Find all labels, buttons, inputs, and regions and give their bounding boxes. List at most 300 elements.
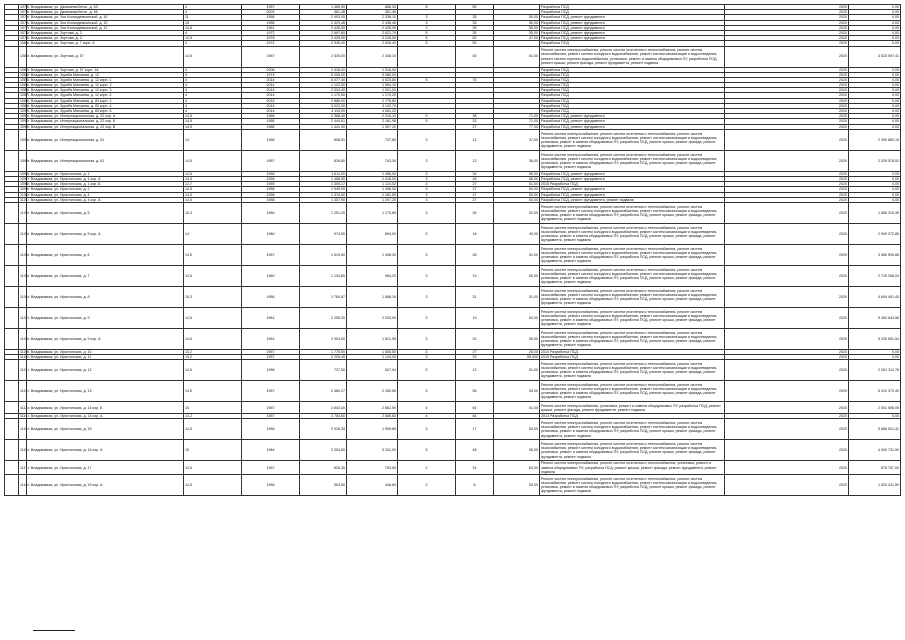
cell-floors: 5: [398, 440, 456, 461]
cell-cost: 0,00: [849, 98, 901, 103]
cell-total-area: 1 441,90: [300, 124, 347, 129]
cell-address: г. Владикавказ, ул. Зураба Магкаева, д. 83 корп. 6: [27, 109, 184, 114]
cell-cost: 4 545 731,90: [849, 440, 901, 461]
cell-total-area: 737,50: [300, 360, 347, 381]
cell-wall-material: 14,5: [184, 461, 242, 474]
cell-year-built: 1959: [242, 182, 300, 187]
cell-work-types: Разработка ПСД: [540, 98, 725, 103]
cell-row-number: 1093: [20, 124, 28, 129]
cell-marker: [5, 150, 19, 171]
cell-row-number: 1107: [19, 307, 27, 328]
cell-planned-year: 2020: [725, 349, 849, 354]
cell-floors: 3: [398, 360, 456, 381]
cell-year-built: 2014: [242, 77, 300, 82]
cell-year-built: 1956: [242, 360, 300, 381]
cell-work-types: Ремонт систем электроснабжения, ремонт систем отопления и теплоснабжения, ремонт систем газоснабжения, ремонт систем холодного водоснабжения, ремонт систем канализации и водоотведения, установка, ремонт и замена общедомовых ПУ, разработка ПСД, ремонт крыши, ремонт фасада, ремонт фундамента, ремонт подвала: [540, 381, 725, 402]
cell-year-built: 2014: [242, 93, 300, 98]
table-row: [5, 244, 901, 265]
cell-year-built: 1978: [242, 36, 300, 41]
cell-cost: 0,00: [849, 15, 901, 20]
cell-floors: 3: [398, 176, 456, 181]
cell-cost: 0,00: [849, 5, 901, 10]
cell-apartments: 27: [456, 349, 494, 354]
cell-wall-material: 14,5: [184, 192, 242, 197]
cell-living-area: 627,04: [347, 360, 398, 381]
cell-row-number: 1087: [20, 93, 28, 98]
cell-address: г. Владикавказ, ул. Иристонская, д. 9 кор. А: [27, 328, 184, 349]
cell-apartments: 26: [456, 176, 494, 181]
cell-marker: [5, 286, 19, 307]
cell-address: г. Владикавказ, ул. Джанаева/Хетаг., д. 46: [27, 10, 184, 15]
cell-address: г. Владикавказ, ул. Иристонская, д. 6: [27, 244, 184, 265]
cell-wear-percent: 55,000: [494, 355, 540, 360]
cell-cost: 0,00: [849, 192, 901, 197]
cell-wear-percent: 55,00: [494, 171, 540, 176]
cell-row-number: 1106: [19, 286, 27, 307]
cell-cost: 0,00: [849, 182, 901, 187]
cell-floors: 2: [398, 461, 456, 474]
cell-marker: [5, 474, 19, 495]
cell-wear-percent: 60,00: [494, 187, 540, 192]
cell-work-types: Разработка ПСД, ремонт фундамента: [540, 124, 725, 129]
cell-floors: 3: [398, 349, 456, 354]
cell-wall-material: 14,5: [184, 474, 242, 495]
cell-marker: [5, 360, 19, 381]
cell-row-number: 1075: [20, 15, 28, 20]
cell-planned-year: 2020: [725, 30, 849, 35]
cell-row-number: 1098: [20, 182, 28, 187]
cell-floors: 3: [398, 244, 456, 265]
cell-apartments: 17: [456, 419, 494, 440]
cell-wear-percent: 77,00: [494, 124, 540, 129]
cell-apartments: 27: [456, 182, 494, 187]
cell-wall-material: 15,3: [184, 202, 242, 223]
cell-row-number: 1114: [20, 414, 28, 419]
cell-apartments: 35: [456, 25, 494, 30]
cell-planned-year: 2020: [725, 98, 849, 103]
cell-total-area: 2 697,60: [300, 30, 347, 35]
cell-wall-material: 14,5: [184, 419, 242, 440]
cell-cost: 0,00: [849, 93, 901, 98]
cell-work-types: Разработка ПСД, ремонт фундамента: [540, 15, 725, 20]
cell-wear-percent: 71,00: [494, 114, 540, 119]
cell-cost: 0,00: [849, 72, 901, 77]
cell-planned-year: 2020: [725, 402, 849, 414]
cell-apartments: 50: [456, 41, 494, 46]
cell-year-built: 1957: [242, 244, 300, 265]
cell-planned-year: 2020: [725, 5, 849, 10]
cell-floors: 3: [398, 328, 456, 349]
cell-wear-percent: 51,00: [494, 182, 540, 187]
cell-cost: 0,00: [849, 355, 901, 360]
cell-living-area: 1 316,00: [347, 67, 398, 72]
cell-apartments: 26: [456, 202, 494, 223]
cell-floors: 3: [398, 182, 456, 187]
cell-floors: 3: [398, 171, 456, 176]
cell-apartments: 19: [456, 307, 494, 328]
cell-planned-year: 2020: [725, 150, 849, 171]
cell-row-number: 1078: [20, 30, 28, 35]
cell-wear-percent: 60,00: [494, 197, 540, 202]
cell-apartments: 13: [456, 360, 494, 381]
cell-row-number: 1083: [20, 72, 28, 77]
cell-address: г. Владикавказ, ул. Интернациональная, д. 61: [27, 150, 184, 171]
table-row: [5, 360, 901, 381]
cell-floors: 4: [398, 414, 456, 419]
cell-planned-year: 2020: [725, 119, 849, 124]
cell-work-types: 2013 Разработка ПСД: [540, 414, 725, 419]
cell-floors: 3: [398, 197, 456, 202]
cell-living-area: 964,20: [347, 265, 398, 286]
cell-wall-material: 11: [184, 15, 242, 20]
cell-total-area: 1 291,20: [300, 202, 347, 223]
cell-year-built: 1957: [242, 5, 300, 10]
cell-wall-material: 14,5: [184, 46, 242, 67]
cell-cost: 2 001 506,05: [849, 402, 901, 414]
cell-apartments: 12: [456, 129, 494, 150]
cell-apartments: 8: [456, 474, 494, 495]
cell-planned-year: 2020: [725, 129, 849, 150]
cell-row-number: 1112: [19, 381, 27, 402]
cell-wall-material: 4: [184, 41, 242, 46]
cell-year-built: 1957: [242, 150, 300, 171]
cell-row-number: 1115: [19, 419, 27, 440]
cell-living-area: 3 228,00: [347, 36, 398, 41]
cell-planned-year: 2020: [725, 187, 849, 192]
cell-year-built: 1958: [242, 197, 300, 202]
cell-year-built: 1956: [242, 15, 300, 20]
cell-marker: [5, 461, 19, 474]
cell-wall-material: 15: [184, 440, 242, 461]
cell-address: г. Владикавказ, ул. Интернациональная, д. 22 кор. А: [27, 114, 184, 119]
cell-planned-year: 2020: [725, 176, 849, 181]
cell-total-area: 2 255,30: [300, 307, 347, 328]
cell-work-types: Разработка ПСД: [540, 83, 725, 88]
cell-work-types: Ремонт систем электроснабжения, ремонт систем отопления и теплоснабжения, установка, ремонт и замена общедомовых ПУ, разработка ПСД, ремонт крыши, ремонт фасада, ремонт фундамента, ремонт подвала: [540, 461, 725, 474]
cell-wall-material: 15: [184, 20, 242, 25]
cell-address: г. Владикавказ, ул. Иристонская, д. 13: [27, 381, 184, 402]
cell-cost: 5 453 643,56: [849, 307, 901, 328]
cell-living-area: 3 151,00: [347, 440, 398, 461]
cell-address: г. Владикавказ, ул. Иристонская, д. 19 кор. А: [27, 474, 184, 495]
cell-address: г. Владикавказ, ул. Иристонская, д. 5 кор. А: [27, 223, 184, 244]
cell-cost: 5 230 651,54: [849, 328, 901, 349]
cell-floors: 3: [398, 355, 456, 360]
cell-year-built: 1956: [242, 286, 300, 307]
cell-total-area: 2 946,40: [300, 41, 347, 46]
cell-cost: 3 523 597,41: [849, 46, 901, 67]
cell-planned-year: 2020: [725, 419, 849, 440]
cell-living-area: 2 685,60: [347, 414, 398, 419]
cell-cost: 0,00: [849, 36, 901, 41]
cell-cost: 0,00: [849, 10, 901, 15]
cell-work-types: Ремонт систем электроснабжения, ремонт систем отопления и теплоснабжения, ремонт систем газоснабжения, ремонт систем холодного водоснабжения, ремонт систем канализации и водоотведения, установка, ремонт и замена общедомовых ПУ, разработка ПСД, ремонт крыши, ремонт фасада, ремонт фундамента, ремонт подвала: [540, 328, 725, 349]
cell-floors: 5: [398, 119, 456, 124]
cell-year-built: 1966: [242, 119, 300, 124]
cell-row-number: 1080: [20, 41, 28, 46]
cell-living-area: 2 181,98: [347, 119, 398, 124]
table-row: [5, 381, 901, 402]
cell-living-area: 1 170,20: [347, 93, 398, 98]
cell-wall-material: 14,5: [184, 176, 242, 181]
cell-living-area: 2 426,00: [347, 25, 398, 30]
cell-planned-year: 2020: [725, 67, 849, 72]
cell-address: г. Владикавказ, ул. Иристонская, д. 12: [27, 360, 184, 381]
cell-wall-material: 4: [184, 103, 242, 108]
cell-apartments: 33: [456, 355, 494, 360]
cell-living-area: 2 336,46: [347, 20, 398, 25]
cell-floors: 5: [398, 77, 456, 82]
cell-cost: 875 757,00: [849, 461, 901, 474]
cell-work-types: Разработка ПСД: [540, 10, 725, 15]
cell-floors: 5: [398, 30, 456, 35]
cell-row-number: 1117: [19, 461, 27, 474]
cell-floors: 3: [398, 223, 456, 244]
cell-living-area: 1 456,00: [347, 171, 398, 176]
cell-wall-material: 4: [184, 77, 242, 82]
cell-total-area: 2 843,40: [300, 402, 347, 414]
cell-work-types: Ремонт систем электроснабжения, ремонт систем отопления и теплоснабжения, ремонт систем газоснабжения, ремонт систем холодного водоснабжения, ремонт систем канализации и водоотведения, установка, ремонт и замена общедомовых ПУ, разработка ПСД, ремонт крыши, ремонт фасада, ремонт фундамента, ремонт подвала: [540, 419, 725, 440]
cell-row-number: 1111: [19, 360, 27, 381]
cell-year-built: 2014: [242, 83, 300, 88]
cell-total-area: 2 886,00: [300, 98, 347, 103]
cell-address: г. Владикавказ, ул. Зои Космодемьянской, д. 10: [27, 15, 184, 20]
cell-total-area: 2 403,00: [300, 15, 347, 20]
cell-planned-year: 2020: [725, 109, 849, 114]
cell-work-types: 2015 Разработка ПСД: [540, 355, 725, 360]
cell-work-types: Ремонт систем электроснабжения, ремонт систем отопления и теплоснабжения, ремонт систем газоснабжения, ремонт систем холодного водоснабжения, ремонт систем канализации и водоотведения, установка, ремонт и замена общедомовых ПУ, разработка ПСД, ремонт крыши, ремонт фасада, ремонт фундамента, ремонт подвала: [540, 223, 725, 244]
cell-total-area: 1 760,87: [300, 286, 347, 307]
cell-living-area: 1 124,02: [347, 182, 398, 187]
cell-floors: 5: [398, 114, 456, 119]
cell-apartments: 12: [456, 150, 494, 171]
cell-work-types: 2015 Разработка ПСД: [540, 182, 725, 187]
cell-floors: 3: [398, 187, 456, 192]
cell-address: г. Владикавказ, ул. Зураба Магкаева, д. 83 корп. 2: [27, 98, 184, 103]
cell-total-area: 974,50: [300, 223, 347, 244]
cell-planned-year: 2020: [725, 286, 849, 307]
cell-floors: 3: [398, 202, 456, 223]
cell-total-area: 1 486,90: [300, 176, 347, 181]
cell-planned-year: 2020: [725, 46, 849, 67]
cell-wear-percent: 55,00: [494, 440, 540, 461]
cell-wall-material: 4: [184, 93, 242, 98]
cell-living-area: 1 144,00: [347, 355, 398, 360]
cell-apartments: 28: [456, 244, 494, 265]
cell-work-types: Ремонт систем электроснабжения, ремонт систем отопления и теплоснабжения, ремонт систем газоснабжения, ремонт систем холодного водоснабжения, ремонт систем канализации и водоотведения, установка, ремонт и замена общедомовых ПУ, разработка ПСД, ремонт крыши, ремонт фасада, ремонт фундамента, ремонт подвала: [540, 286, 725, 307]
cell-year-built: 1958: [242, 129, 300, 150]
cell-wear-percent: 55,00: [494, 328, 540, 349]
cell-living-area: 2 180,56: [347, 381, 398, 402]
cell-living-area: 1 181,80: [347, 192, 398, 197]
cell-year-built: 1957: [242, 381, 300, 402]
cell-wall-material: 14,5: [184, 360, 242, 381]
cell-cost: 2 329 578,52: [849, 150, 901, 171]
cell-planned-year: 2020: [725, 360, 849, 381]
cell-work-types: Разработка ПСД, ремонт фундамента, ремонт подвала: [540, 197, 725, 202]
cell-total-area: 1 305,17: [300, 182, 347, 187]
cell-apartments: 58: [456, 381, 494, 402]
cell-wall-material: 4: [184, 72, 242, 77]
cell-cost: 0,00: [849, 124, 901, 129]
cell-address: г. Владикавказ, ул. Иристонская, д. 4 кор. А: [27, 197, 184, 202]
cell-planned-year: 2020: [725, 114, 849, 119]
cell-address: г. Владикавказ, ул. Зураба Магкаева, д. 12 корп. 1: [27, 77, 184, 82]
cell-total-area: 3 428,90: [300, 36, 347, 41]
cell-row-number: 1088: [20, 98, 28, 103]
cell-year-built: 1958: [242, 419, 300, 440]
cell-address: г. Владикавказ, ул. Иристонская, д. 14 кор. А: [27, 414, 184, 419]
cell-planned-year: 2020: [725, 192, 849, 197]
cell-wall-material: 4: [184, 83, 242, 88]
cell-floors: 3: [398, 150, 456, 171]
cell-total-area: 2 429,46: [300, 20, 347, 25]
cell-cost: 0,00: [849, 25, 901, 30]
cell-work-types: Ремонт систем электроснабжения, ремонт систем отопления и теплоснабжения, ремонт систем газоснабжения, ремонт систем холодного водоснабжения, ремонт систем канализации и водоотведения, установка, ремонт и замена общедомовых ПУ, разработка ПСД, ремонт крыши, ремонт фасада, ремонт фундамента, ремонт подвала: [540, 150, 725, 171]
cell-address: г. Владикавказ, ул. Иристонская, д. 2: [27, 187, 184, 192]
cell-wall-material: 14: [184, 223, 242, 244]
cell-year-built: 2015: [242, 98, 300, 103]
cell-wear-percent: 60,00: [494, 265, 540, 286]
cell-cost: 6 010 373,40: [849, 381, 901, 402]
cell-wall-material: 14,5: [184, 197, 242, 202]
cell-total-area: 1 376,60: [300, 192, 347, 197]
cell-wall-material: 14,5: [184, 265, 242, 286]
cell-apartments: 50: [456, 5, 494, 10]
cell-work-types: Ремонт систем электроснабжения, ремонт систем отопления и теплоснабжения, ремонт систем газоснабжения, ремонт систем холодного водоснабжения, ремонт систем канализации и водоотведения, установка, ремонт и замена общедомовых ПУ, разработка ПСД, ремонт крыши, ремонт фасада, ремонт фундамента, ремонт подвала: [540, 244, 725, 265]
cell-planned-year: 2020: [725, 307, 849, 328]
cell-living-area: 1 307,20: [347, 124, 398, 129]
cell-planned-year: 2020: [725, 461, 849, 474]
cell-wall-material: 14,5: [184, 119, 242, 124]
cell-floors: 6: [398, 5, 456, 10]
cell-planned-year: 2020: [725, 88, 849, 93]
cell-floors: [398, 46, 456, 67]
cell-cost: 0,00: [849, 83, 901, 88]
table-row: [5, 202, 901, 223]
cell-address: г. Владикавказ, ул. Интернациональная, д. 22 кор. В: [27, 124, 184, 129]
cell-living-area: 4 081,20: [347, 109, 398, 114]
cell-wear-percent: 47,00: [494, 36, 540, 41]
cell-address: г. Владикавказ, ул. Иристонская, д. 4: [27, 192, 184, 197]
cell-wear-percent: 71,00: [494, 119, 540, 124]
cell-year-built: 1957: [242, 349, 300, 354]
cell-planned-year: 2020: [725, 41, 849, 46]
cell-floors: 4: [398, 402, 456, 414]
cell-planned-year: 2020: [725, 244, 849, 265]
cell-work-types: Ремонт систем электроснабжения, ремонт систем отопления и теплоснабжения, ремонт систем газоснабжения, ремонт систем холодного водоснабжения, ремонт систем канализации и водоотведения, установка, ремонт и замена общедомовых ПУ, разработка ПСД, ремонт крыши, ремонт фасада, ремонт фундамента, ремонт подвала: [540, 360, 725, 381]
cell-living-area: 2 336,10: [347, 15, 398, 20]
cell-floors: 5: [398, 41, 456, 46]
cell-work-types: Разработка ПСД, ремонт фундамента: [540, 171, 725, 176]
cell-wear-percent: 51,00: [494, 402, 540, 414]
cell-living-area: 1 170,80: [347, 202, 398, 223]
cell-cost: 0,00: [849, 103, 901, 108]
cell-row-number: 1077: [20, 25, 28, 30]
cell-apartments: 45: [456, 46, 494, 67]
cell-marker: [5, 381, 19, 402]
cell-address: г. Владикавказ, ул. Иристонская, д. 16 кор. А: [27, 440, 184, 461]
cell-wall-material: 4: [184, 30, 242, 35]
cell-address: г. Владикавказ, ул. Иристонская, д. 17: [27, 461, 184, 474]
cell-planned-year: 2020: [725, 440, 849, 461]
cell-cost: 0,00: [849, 20, 901, 25]
cell-total-area: 5 077,40: [300, 77, 347, 82]
cell-wall-material: 13,2: [184, 355, 242, 360]
cell-cost: 0,00: [849, 114, 901, 119]
cell-apartments: 64: [456, 402, 494, 414]
cell-wear-percent: 37,00: [494, 129, 540, 150]
cell-floors: 3: [398, 192, 456, 197]
cell-address: г. Владикавказ, ул. Зураба Магкаева, д. 83 корп. 4: [27, 103, 184, 108]
cell-planned-year: 2020: [725, 355, 849, 360]
cell-total-area: 3 303,60: [300, 440, 347, 461]
cell-address: г. Владикавказ, ул. Иристонская, д. 1 кор. Б: [27, 182, 184, 187]
cell-year-built: 1961: [242, 25, 300, 30]
cell-apartments: 27: [456, 197, 494, 202]
cell-work-types: Разработка ПСД, ремонт фундамента: [540, 119, 725, 124]
cell-apartments: 35: [456, 15, 494, 20]
cell-row-number: 1116: [19, 440, 27, 461]
cell-marker: [5, 402, 19, 414]
table-row: [5, 419, 901, 440]
cell-living-area: 894,00: [347, 223, 398, 244]
cell-apartments: 35: [456, 30, 494, 35]
cell-planned-year: 2020: [725, 83, 849, 88]
cell-year-built: 2014: [242, 109, 300, 114]
cell-address: г. Владикавказ, ул. Зураба Магкаева, д. 12: [27, 72, 184, 77]
housing-repair-table: [4, 4, 901, 496]
cell-row-number: 1092: [20, 119, 28, 124]
cell-apartments: 75: [456, 77, 494, 82]
cell-total-area: 1 357,90: [300, 197, 347, 202]
cell-total-area: 2 024,40: [300, 88, 347, 93]
cell-work-types: Разработка ПСД: [540, 72, 725, 77]
cell-year-built: 1964: [242, 440, 300, 461]
cell-apartments: 31: [456, 286, 494, 307]
cell-cost: 0,00: [849, 349, 901, 354]
cell-row-number: 1073: [20, 5, 28, 10]
cell-total-area: 2 480,27: [300, 381, 347, 402]
cell-apartments: 27: [456, 124, 494, 129]
cell-apartments: 34: [456, 171, 494, 176]
cell-wear-percent: 52,00: [494, 202, 540, 223]
cell-year-built: 1960: [242, 265, 300, 286]
table-body: [5, 5, 901, 496]
cell-address: г. Владикавказ, ул. Иристонская, д. 8: [27, 286, 184, 307]
cell-work-types: Разработка ПСД: [540, 103, 725, 108]
cell-address: г. Владикавказ, ул. Иристонская, д. 10: [27, 349, 184, 354]
cell-row-number: 1104: [19, 244, 27, 265]
cell-living-area: 1 909,80: [347, 419, 398, 440]
cell-total-area: 828,60: [300, 150, 347, 171]
cell-address: г. Владикавказ, ул. Зураба Магкаева, д. 12 корп. 3: [27, 88, 184, 93]
cell-living-area: 866,30: [347, 5, 398, 10]
cell-apartments: 15: [456, 265, 494, 286]
cell-cost: 2 001 311,76: [849, 360, 901, 381]
cell-wall-material: 4: [184, 10, 242, 15]
cell-cost: 0,00: [849, 88, 901, 93]
cell-wear-percent: 54,00: [494, 307, 540, 328]
cell-marker: [5, 440, 19, 461]
cell-planned-year: 2020: [725, 15, 849, 20]
cell-floors: 3: [398, 25, 456, 30]
cell-cost: 4 604 451,45: [849, 286, 901, 307]
cell-cost: 0,00: [849, 176, 901, 181]
table-row: [5, 223, 901, 244]
cell-address: г. Владикавказ, ул. Иристонская, д. 1: [27, 171, 184, 176]
cell-row-number: 1081: [19, 46, 27, 67]
